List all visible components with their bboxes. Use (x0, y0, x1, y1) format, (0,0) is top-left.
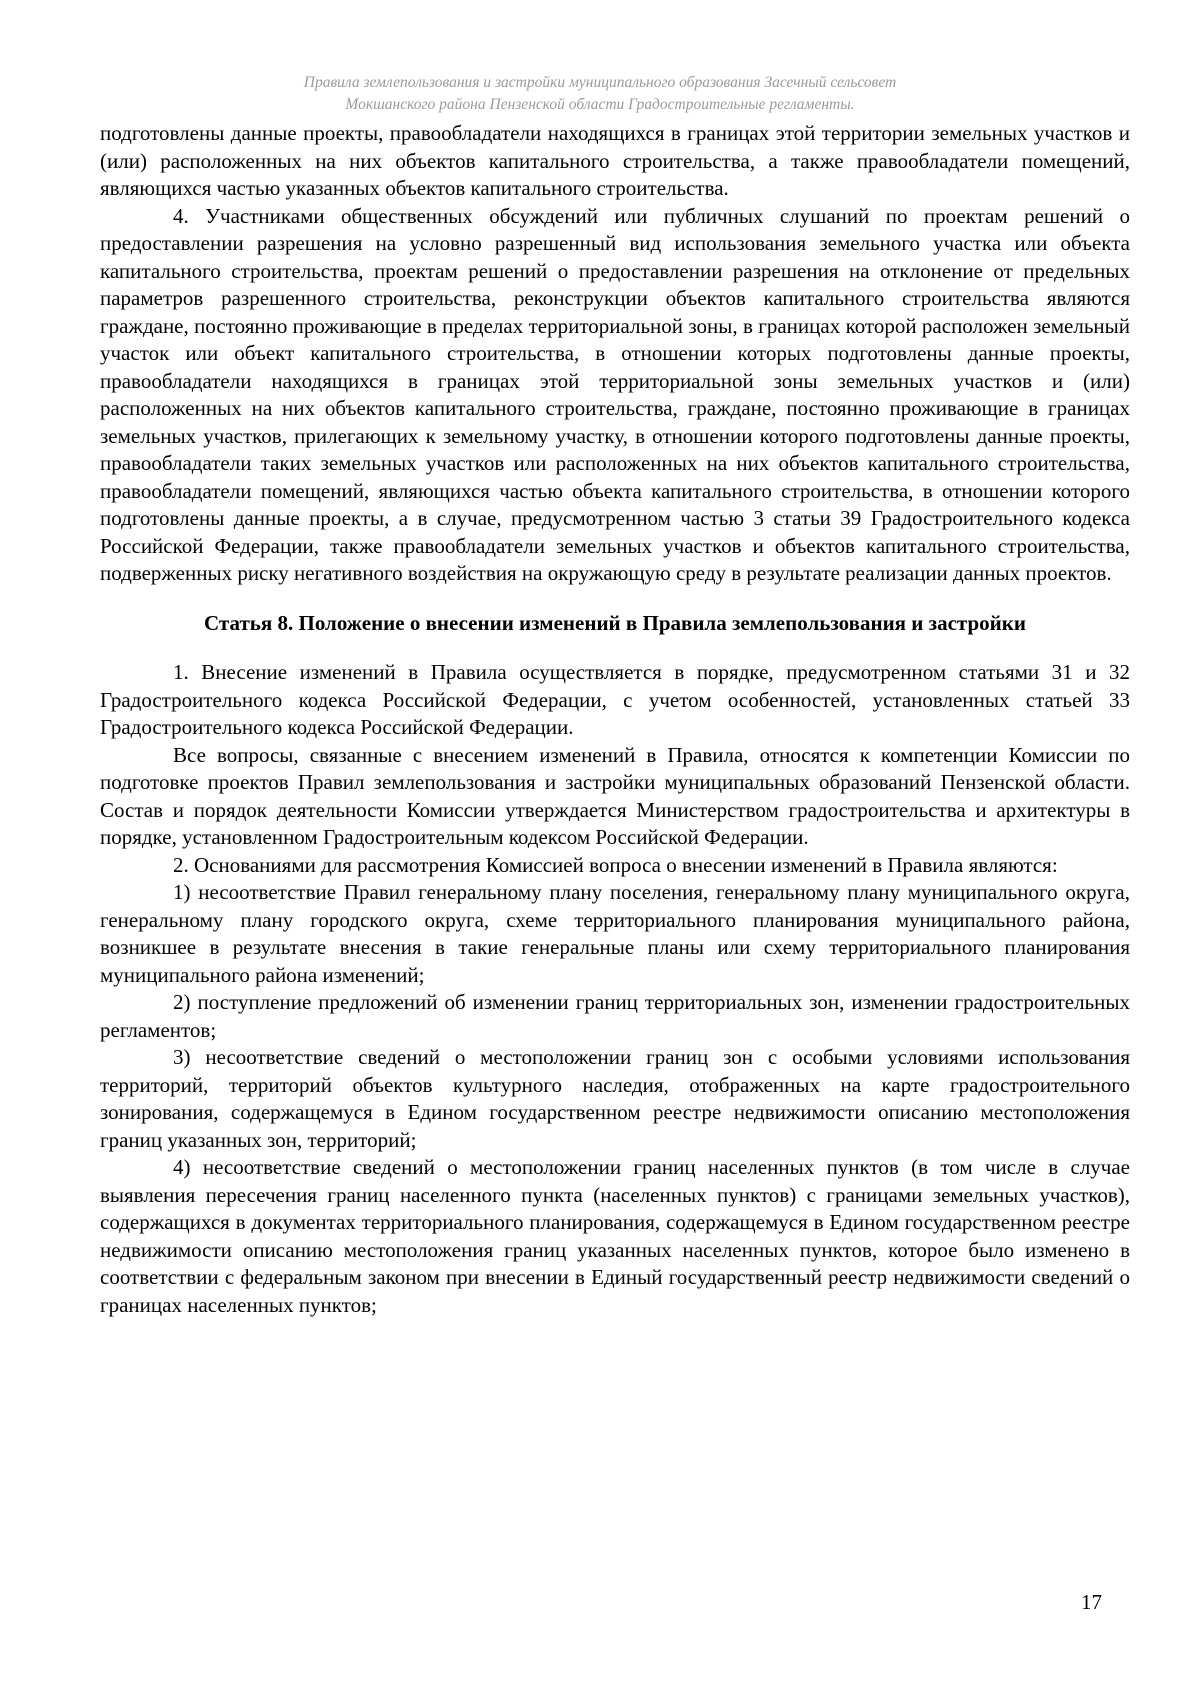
page-number: 17 (1081, 1590, 1102, 1614)
paragraph-item-4: 4. Участниками общественных обсуждений или публичных слушаний по проектам решений о предоставлении разрешения на условно разрешенный вид использования земельного участка или объекта капитального строительства, проектам решений о предоставлении разрешения на отклонение от предельных параметров разрешенного строительства, реконструкции объектов капитального строительства являются граждане, постоянно проживающие в пределах территориальной зоны, в границах которой расположен земельный участок или объект капитального строительства, в отношении которых подготовлены данные проекты, правообладатели находящихся в границах этой территориальной зоны земельных участков и (или) расположенных на них объектов капитального строительства, граждане, постоянно проживающие в границах земельных участков, прилегающих к земельному участку, в отношении которого подготовлены данные проекты, правообладатели таких земельных участков или расположенных на них объектов капитального строительства, правообладатели помещений, являющихся частью объекта капитального строительства, в отношении которого подготовлены данные проекты, а в случае, предусмотренном частью 3 статьи 39 Градостроительного кодекса Российской Федерации, также правообладатели земельных участков и объектов капитального строительства, подверженных риску негативного воздействия на окружающую среду в результате реализации данных проектов. (100, 203, 1130, 585)
list-item-1: 1) несоответствие Правил генеральному плану поселения, генеральному плану муниципального округа, генеральному плану городского округа, схеме территориального планирования муниципального района, возникшее в результате внесения в такие генеральные планы или схему территориального планирования муниципального района изменений; (100, 880, 1130, 987)
paragraph-continuation: подготовлены данные проекты, правообладатели находящихся в границах этой территории земельных участков и (или) расположенных на них объектов капитального строительства, а также правообладатели помещений, являющихся частью указанных объектов капитального строительства. (100, 121, 1130, 200)
running-header-line-1: Правила землепользования и застройки муниципального образования Засечный сельсовет (303, 74, 897, 91)
article-heading: Статья 8. Положение о внесении изменений в Правила землепользования и застройки (204, 610, 1026, 635)
running-header-line-2: Мокшанского района Пензенской области Градостроительные регламенты. (345, 96, 855, 113)
document-body (100, 120, 1130, 1319)
paragraph-commission: Все вопросы, связанные с внесением изменений в Правила, относятся к компетенции Комиссии по подготовке проектов Правил землепользования и застройки муниципальных образований Пензенской области. Состав и порядок деятельности Комиссии утверждается Министерством градостроительства и архитектуры в порядке, установленном Градостроительным кодексом Российской Федерации. (100, 742, 1130, 849)
running-header (100, 72, 1100, 116)
list-item-2: 2) поступление предложений об изменении границ территориальных зон, изменении градостроительных регламентов; (100, 990, 1130, 1042)
paragraph-clause-2: 2. Основаниями для рассмотрения Комиссией вопроса о внесении изменений в Правила являются: (173, 852, 1058, 877)
list-item-4: 4) несоответствие сведений о местоположении границ населенных пунктов (в том числе в случае выявления пересечения границ населенного пункта (населенных пунктов) с границами земельных участков), содержащихся в документах территориального планирования, содержащемуся в Едином государственном реестре недвижимости описанию местоположения границ указанных населенных пунктов, которое было изменено в соответствии с федеральным законом при внесении в Единый государственный реестр недвижимости сведений о границах населенных пунктов; (100, 1155, 1130, 1317)
list-item-3: 3) несоответствие сведений о местоположении границ зон с особыми условиями использования территорий, территорий объектов культурного наследия, отображенных на карте градостроительного зонирования, содержащемуся в Едином государственном реестре недвижимости описанию местоположения границ указанных зон, территорий; (100, 1045, 1130, 1152)
paragraph-clause-1: 1. Внесение изменений в Правила осуществляется в порядке, предусмотренном статьями 31 и 32 Градостроительного кодекса Российской Федерации, с учетом особенностей, установленных статьей 33 Градостроительного кодекса Российской Федерации. (100, 660, 1130, 739)
